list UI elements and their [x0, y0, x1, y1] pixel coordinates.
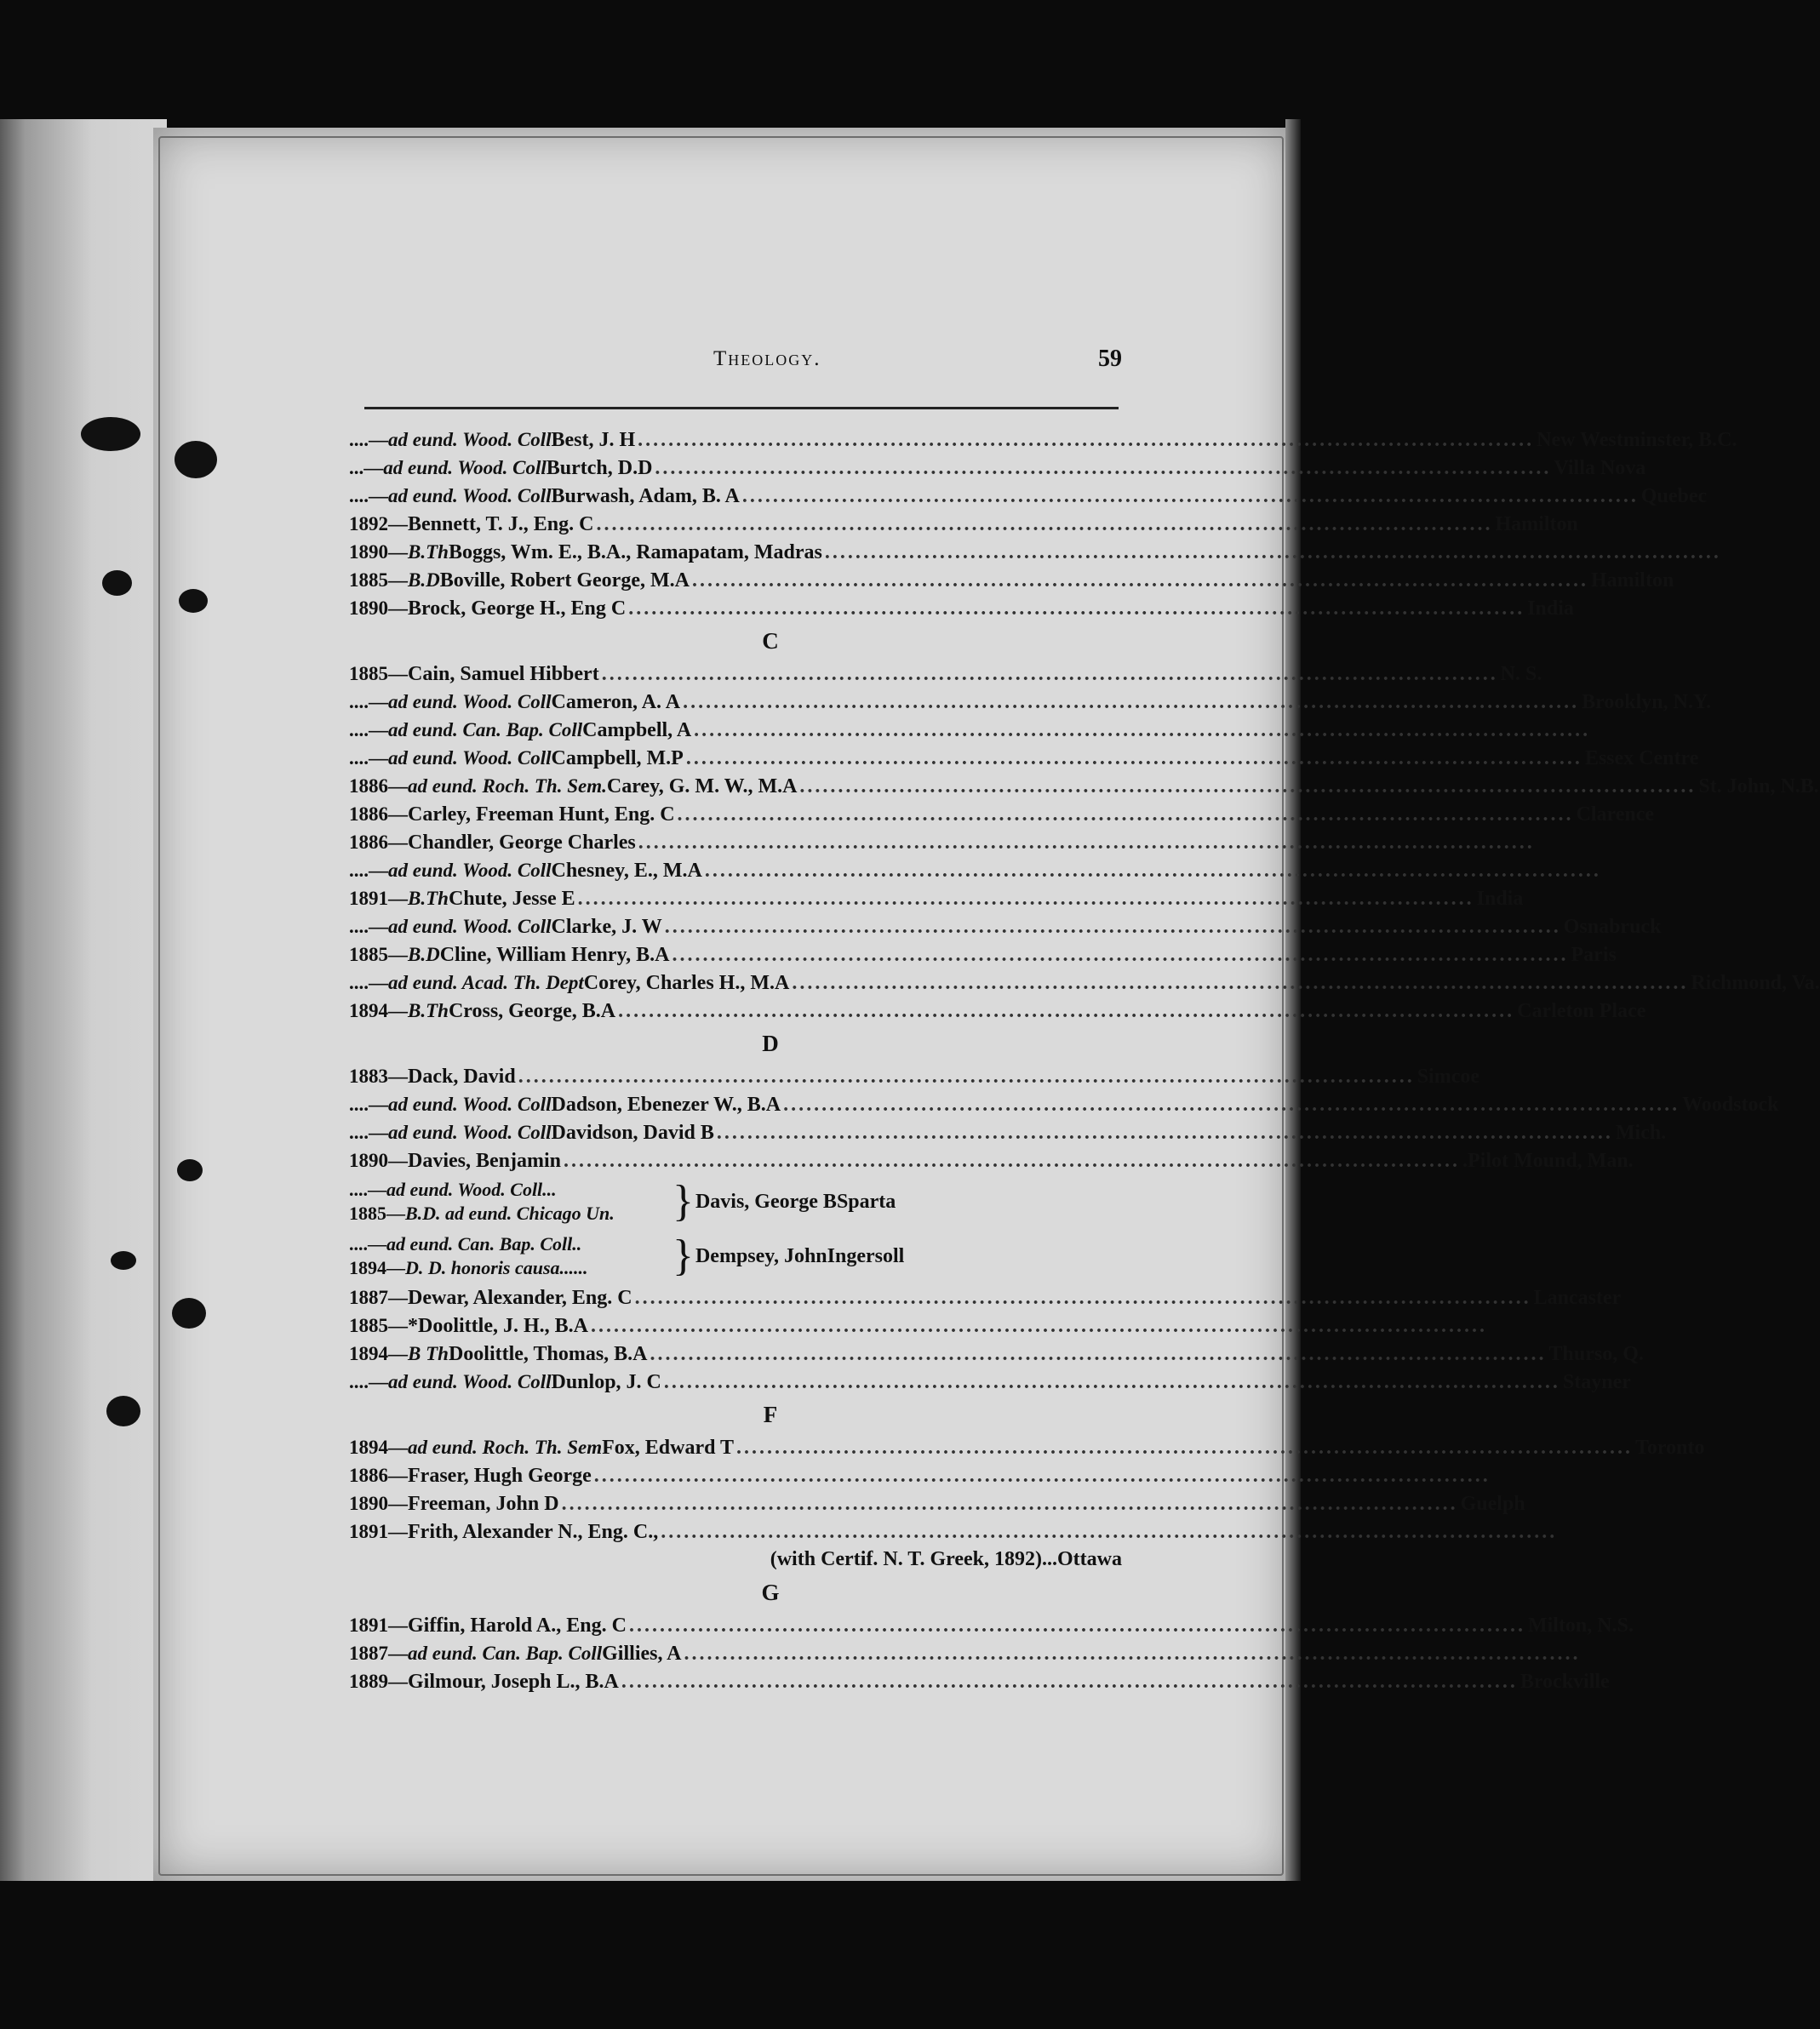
entry-name: Carley, Freeman Hunt, Eng. C: [408, 803, 675, 826]
entry-place: Hamilton: [1495, 513, 1578, 535]
brace-glyph: }: [672, 1232, 694, 1280]
entry-prefix: ....—ad eund. Wood. Coll: [349, 916, 552, 937]
section-letter: F: [763, 1402, 778, 1427]
list-item: [349, 660, 1542, 688]
entry-name: Cross, George, B.A: [448, 1000, 616, 1022]
list-item: [349, 940, 1617, 969]
entry-prefix-pair: [349, 1178, 672, 1226]
entry-name: Clarke, J. W: [551, 916, 662, 938]
dot-leader: [602, 660, 1498, 689]
entry-place: N. S.: [1500, 663, 1542, 685]
list-item: [349, 912, 1662, 940]
dot-leader: [621, 1668, 1518, 1696]
entry-prefix: 1891—: [349, 1521, 408, 1542]
entry-name: Cain, Samuel Hibbert: [408, 663, 599, 685]
dot-leader: [635, 1284, 1531, 1312]
list-item: [349, 800, 1655, 828]
list-item: [349, 688, 1712, 716]
entry-place: Essex Centre: [1584, 747, 1699, 769]
entry-prefix: 1890—: [349, 1493, 408, 1514]
entry-name: Boville, Robert George, M.A: [439, 569, 690, 592]
entry-prefix: ....—ad eund. Wood. Coll...: [349, 1179, 557, 1200]
entry-place: Clarence: [1576, 803, 1655, 826]
entry-prefix: ....—ad eund. Can. Bap. Coll..: [349, 1233, 582, 1255]
entry-prefix: 1887—ad eund. Can. Bap. Coll: [349, 1643, 603, 1664]
list-item: [349, 1667, 1610, 1695]
entry-name: Fraser, Hugh George: [408, 1465, 592, 1487]
entry-name: Fox, Edward T: [602, 1437, 735, 1459]
entry-place: Thurso, Q.: [1548, 1343, 1644, 1365]
entry-name: Davis, George B: [695, 1190, 837, 1213]
entry-prefix: 1890—: [349, 1150, 408, 1171]
dot-leader: [692, 567, 1588, 595]
entry-prefix: 1890—: [349, 597, 408, 619]
ink-blot: [102, 570, 132, 596]
section-letter: D: [762, 1031, 779, 1056]
entry-name: Cameron, A. A: [551, 691, 681, 713]
entry-place: St. John, N.B.: [1698, 775, 1819, 797]
facing-page-edge: [0, 119, 167, 1881]
entry-prefix: 1894—B Th: [349, 1343, 449, 1364]
entry-name: Dunlop, J. C: [551, 1371, 661, 1393]
header-rule: [364, 407, 1119, 409]
entry-continuation: (with Certif. N. T. Greek, 1892)...Ottawa: [770, 1548, 1122, 1570]
list-item: [349, 997, 1646, 1025]
list-item: [349, 1611, 1634, 1639]
list-item: [349, 1090, 1779, 1118]
entry-name: Gillies, A: [602, 1643, 682, 1665]
entry-name: Davies, Benjamin: [408, 1150, 561, 1172]
entry-place: Simcoe: [1417, 1066, 1479, 1088]
dot-leader: [664, 1369, 1560, 1397]
entry-prefix: ....—ad eund. Wood. Coll: [349, 1122, 552, 1143]
dot-leader: [518, 1063, 1415, 1091]
list-item: [349, 538, 1124, 566]
dot-leader: [655, 454, 1551, 483]
entry-prefix: 1886—: [349, 803, 408, 825]
dot-leader: [672, 941, 1569, 969]
entry-place: Carleton Place: [1517, 1000, 1646, 1022]
entry-name: Campbell, A: [582, 719, 692, 741]
list-item: [349, 482, 1708, 510]
list-item: [349, 510, 1578, 538]
list-item: [349, 1283, 1622, 1312]
entry-prefix: 1891—B.Th: [349, 888, 449, 909]
list-item: [349, 1312, 1124, 1340]
entry-prefix: ....—ad eund. Wood. Coll: [349, 691, 552, 712]
entry-name: Frith, Alexander N., Eng. C.,: [408, 1521, 659, 1543]
entry-place: Brockville: [1520, 1671, 1610, 1693]
list-item: [349, 454, 1646, 482]
entry-name: Chute, Jesse E: [448, 888, 575, 910]
dot-leader: [825, 539, 1721, 567]
list-item: [349, 1118, 1667, 1146]
list-item: [349, 1062, 1479, 1090]
list-item: [349, 1639, 1124, 1667]
page-number: 59: [1098, 346, 1122, 372]
entry-place: India: [1527, 597, 1574, 620]
dot-leader: [799, 773, 1696, 801]
dot-leader: [705, 857, 1601, 885]
list-item: [349, 1368, 1631, 1396]
entry-place: Richmond, Va.: [1691, 972, 1820, 994]
entry-name: Giffin, Harold A., Eng. C: [408, 1615, 627, 1637]
entry-place: Mich.: [1615, 1122, 1667, 1144]
list-item: [349, 856, 1124, 884]
ink-blot: [111, 1251, 136, 1270]
page-header: [364, 347, 1122, 381]
entry-place: Lancaster: [1533, 1287, 1622, 1309]
dot-leader: [684, 1640, 1580, 1668]
dot-leader: [694, 717, 1590, 745]
dot-leader: [678, 801, 1574, 829]
list-item: [349, 1461, 1124, 1489]
list-item-paired: [349, 1229, 1124, 1283]
entry-prefix: ...—ad eund. Wood. Coll: [349, 457, 547, 478]
entry-place: .Pilot Mound, Man.: [1462, 1150, 1634, 1172]
list-item: [349, 1517, 1124, 1546]
page-title: Theology.: [713, 347, 821, 370]
list-item: [349, 594, 1574, 622]
section-letter: G: [761, 1580, 780, 1605]
entry-place: Ingersoll: [827, 1244, 905, 1267]
entry-place: Woodstock: [1682, 1094, 1779, 1116]
entry-prefix: 1883—: [349, 1066, 408, 1087]
entry-place: Paris: [1571, 944, 1617, 966]
entry-prefix: 1886—ad eund. Roch. Th. Sem.: [349, 775, 607, 797]
entry-place: Quebec: [1640, 485, 1708, 507]
entry-place: India: [1476, 888, 1524, 910]
dot-leader: [594, 1462, 1491, 1490]
list-item: [349, 828, 1124, 856]
entry-prefix: 1886—: [349, 832, 408, 853]
entry-name: Dewar, Alexander, Eng. C: [408, 1287, 632, 1309]
entry-name: Burwash, Adam, B. A: [551, 485, 740, 507]
entry-name: Davidson, David B: [551, 1122, 714, 1144]
list-item: [349, 1146, 1634, 1175]
ink-blot: [172, 1298, 206, 1329]
list-item-paired: [349, 1175, 1124, 1229]
entry-place: Toronto: [1635, 1437, 1705, 1459]
dot-leader: [629, 1612, 1525, 1640]
ink-blot: [106, 1396, 140, 1426]
list-item: [349, 1340, 1644, 1368]
ink-blot: [175, 441, 217, 478]
entry-prefix: ....—ad eund. Wood. Coll: [349, 747, 552, 769]
list-item: [349, 969, 1820, 997]
dot-leader: [638, 829, 1535, 857]
list-item: [349, 716, 1124, 744]
entry-body: [695, 1245, 1124, 1268]
dot-leader: [564, 1147, 1460, 1175]
list-item: [349, 884, 1524, 912]
entry-name: Freeman, John D: [408, 1493, 559, 1515]
dot-leader: [736, 1434, 1633, 1462]
dot-leader: [638, 426, 1534, 454]
entry-name: Corey, Charles H., M.A: [583, 972, 790, 994]
entry-prefix: 1894—ad eund. Roch. Th. Sem: [349, 1437, 603, 1458]
entry-prefix: 1885—B.D: [349, 569, 440, 591]
dot-leader: [783, 1091, 1680, 1119]
entry-body: [695, 1191, 1124, 1214]
entry-name: Dempsey, John: [695, 1244, 827, 1267]
dot-leader: [596, 511, 1492, 539]
entry-prefix-pair: [349, 1232, 672, 1280]
dot-leader: [650, 1340, 1547, 1369]
entry-name: Brock, George H., Eng C: [408, 597, 627, 620]
entry-name: Dack, David: [408, 1066, 516, 1088]
entry-name: Campbell, M.P: [551, 747, 684, 769]
dot-leader: [618, 997, 1514, 1026]
dot-leader: [578, 885, 1474, 913]
entry-name: Bennett, T. J., Eng. C: [408, 513, 594, 535]
dot-leader: [683, 689, 1579, 717]
entry-name: Carey, G. M. W., M.A: [606, 775, 798, 797]
list-item: [349, 566, 1674, 594]
entry-name: Boggs, Wm. E., B.A., Ramapatam, Madras: [448, 541, 822, 563]
dot-leader: [717, 1119, 1613, 1147]
list-item: [349, 744, 1699, 772]
entry-place: Hamilton: [1590, 569, 1674, 592]
entry-name: Best, J. H: [551, 429, 636, 451]
entry-prefix: 1889—: [349, 1671, 408, 1692]
entry-prefix: 1894—B.Th: [349, 1000, 449, 1021]
entry-prefix: ....—ad eund. Can. Bap. Coll: [349, 719, 583, 740]
entry-name: Gilmour, Joseph L., B.A: [408, 1671, 619, 1693]
entry-prefix: ....—ad eund. Wood. Coll: [349, 1371, 552, 1392]
entry-prefix: 1886—: [349, 1465, 408, 1486]
entry-prefix: 1885—: [349, 663, 408, 684]
entry-prefix: 1885—: [349, 1315, 408, 1336]
ink-blot: [81, 417, 140, 451]
section-letter: C: [762, 628, 779, 654]
entry-place: Stayner: [1562, 1371, 1631, 1393]
entry-place: Guelph: [1460, 1493, 1525, 1515]
entry-prefix: ....—ad eund. Wood. Coll: [349, 485, 552, 506]
entry-prefix: 1887—: [349, 1287, 408, 1308]
entry-prefix: 1885—B.D. ad eund. Chicago Un.: [349, 1203, 615, 1224]
dot-leader: [661, 1518, 1557, 1546]
entry-place: Brooklyn, N.Y.: [1582, 691, 1712, 713]
dot-leader: [591, 1312, 1487, 1340]
list-item: [349, 772, 1819, 800]
entry-name: Chandler, George Charles: [408, 832, 636, 854]
entry-place: Sparta: [836, 1190, 896, 1213]
brace-glyph: }: [672, 1177, 694, 1226]
entry-name: *Doolittle, J. H., B.A: [408, 1315, 588, 1337]
list-item: [349, 1433, 1705, 1461]
entry-name: Doolittle, Thomas, B.A: [448, 1343, 648, 1365]
entry-name: Cline, William Henry, B.A: [439, 944, 670, 966]
list-item: [349, 1489, 1525, 1517]
entry-prefix: 1891—: [349, 1615, 408, 1636]
entry-place: New Westminster, B.C.: [1537, 429, 1737, 451]
entry-prefix: 1890—B.Th: [349, 541, 449, 563]
dot-leader: [628, 595, 1525, 623]
entry-place: Villa Nova: [1554, 457, 1646, 479]
entry-name: Dadson, Ebenezer W., B.A: [551, 1094, 781, 1116]
entry-place: Osnabruck: [1563, 916, 1662, 938]
entry-name: Chesney, E., M.A: [551, 860, 702, 882]
ink-blot: [179, 589, 208, 613]
dot-leader: [792, 969, 1688, 997]
entry-prefix: 1892—: [349, 513, 408, 534]
entry-place: Milton, N.S.: [1527, 1615, 1634, 1637]
entry-prefix: 1885—B.D: [349, 944, 440, 965]
register-list: [349, 426, 1820, 1695]
ink-blot: [177, 1159, 203, 1181]
entry-prefix: 1894—D. D. honoris causa......: [349, 1257, 588, 1278]
dot-leader: [562, 1490, 1458, 1518]
entry-prefix: ....—ad eund. Wood. Coll: [349, 429, 552, 450]
entry-name: Burtch, D.D: [546, 457, 653, 479]
list-item: [349, 426, 1737, 454]
dot-leader: [665, 913, 1561, 941]
dot-leader: [686, 745, 1582, 773]
entry-prefix: ....—ad eund. Acad. Th. Dept: [349, 972, 584, 993]
entry-prefix: ....—ad eund. Wood. Coll: [349, 860, 552, 881]
dot-leader: [742, 483, 1639, 511]
entry-prefix: ....—ad eund. Wood. Coll: [349, 1094, 552, 1115]
